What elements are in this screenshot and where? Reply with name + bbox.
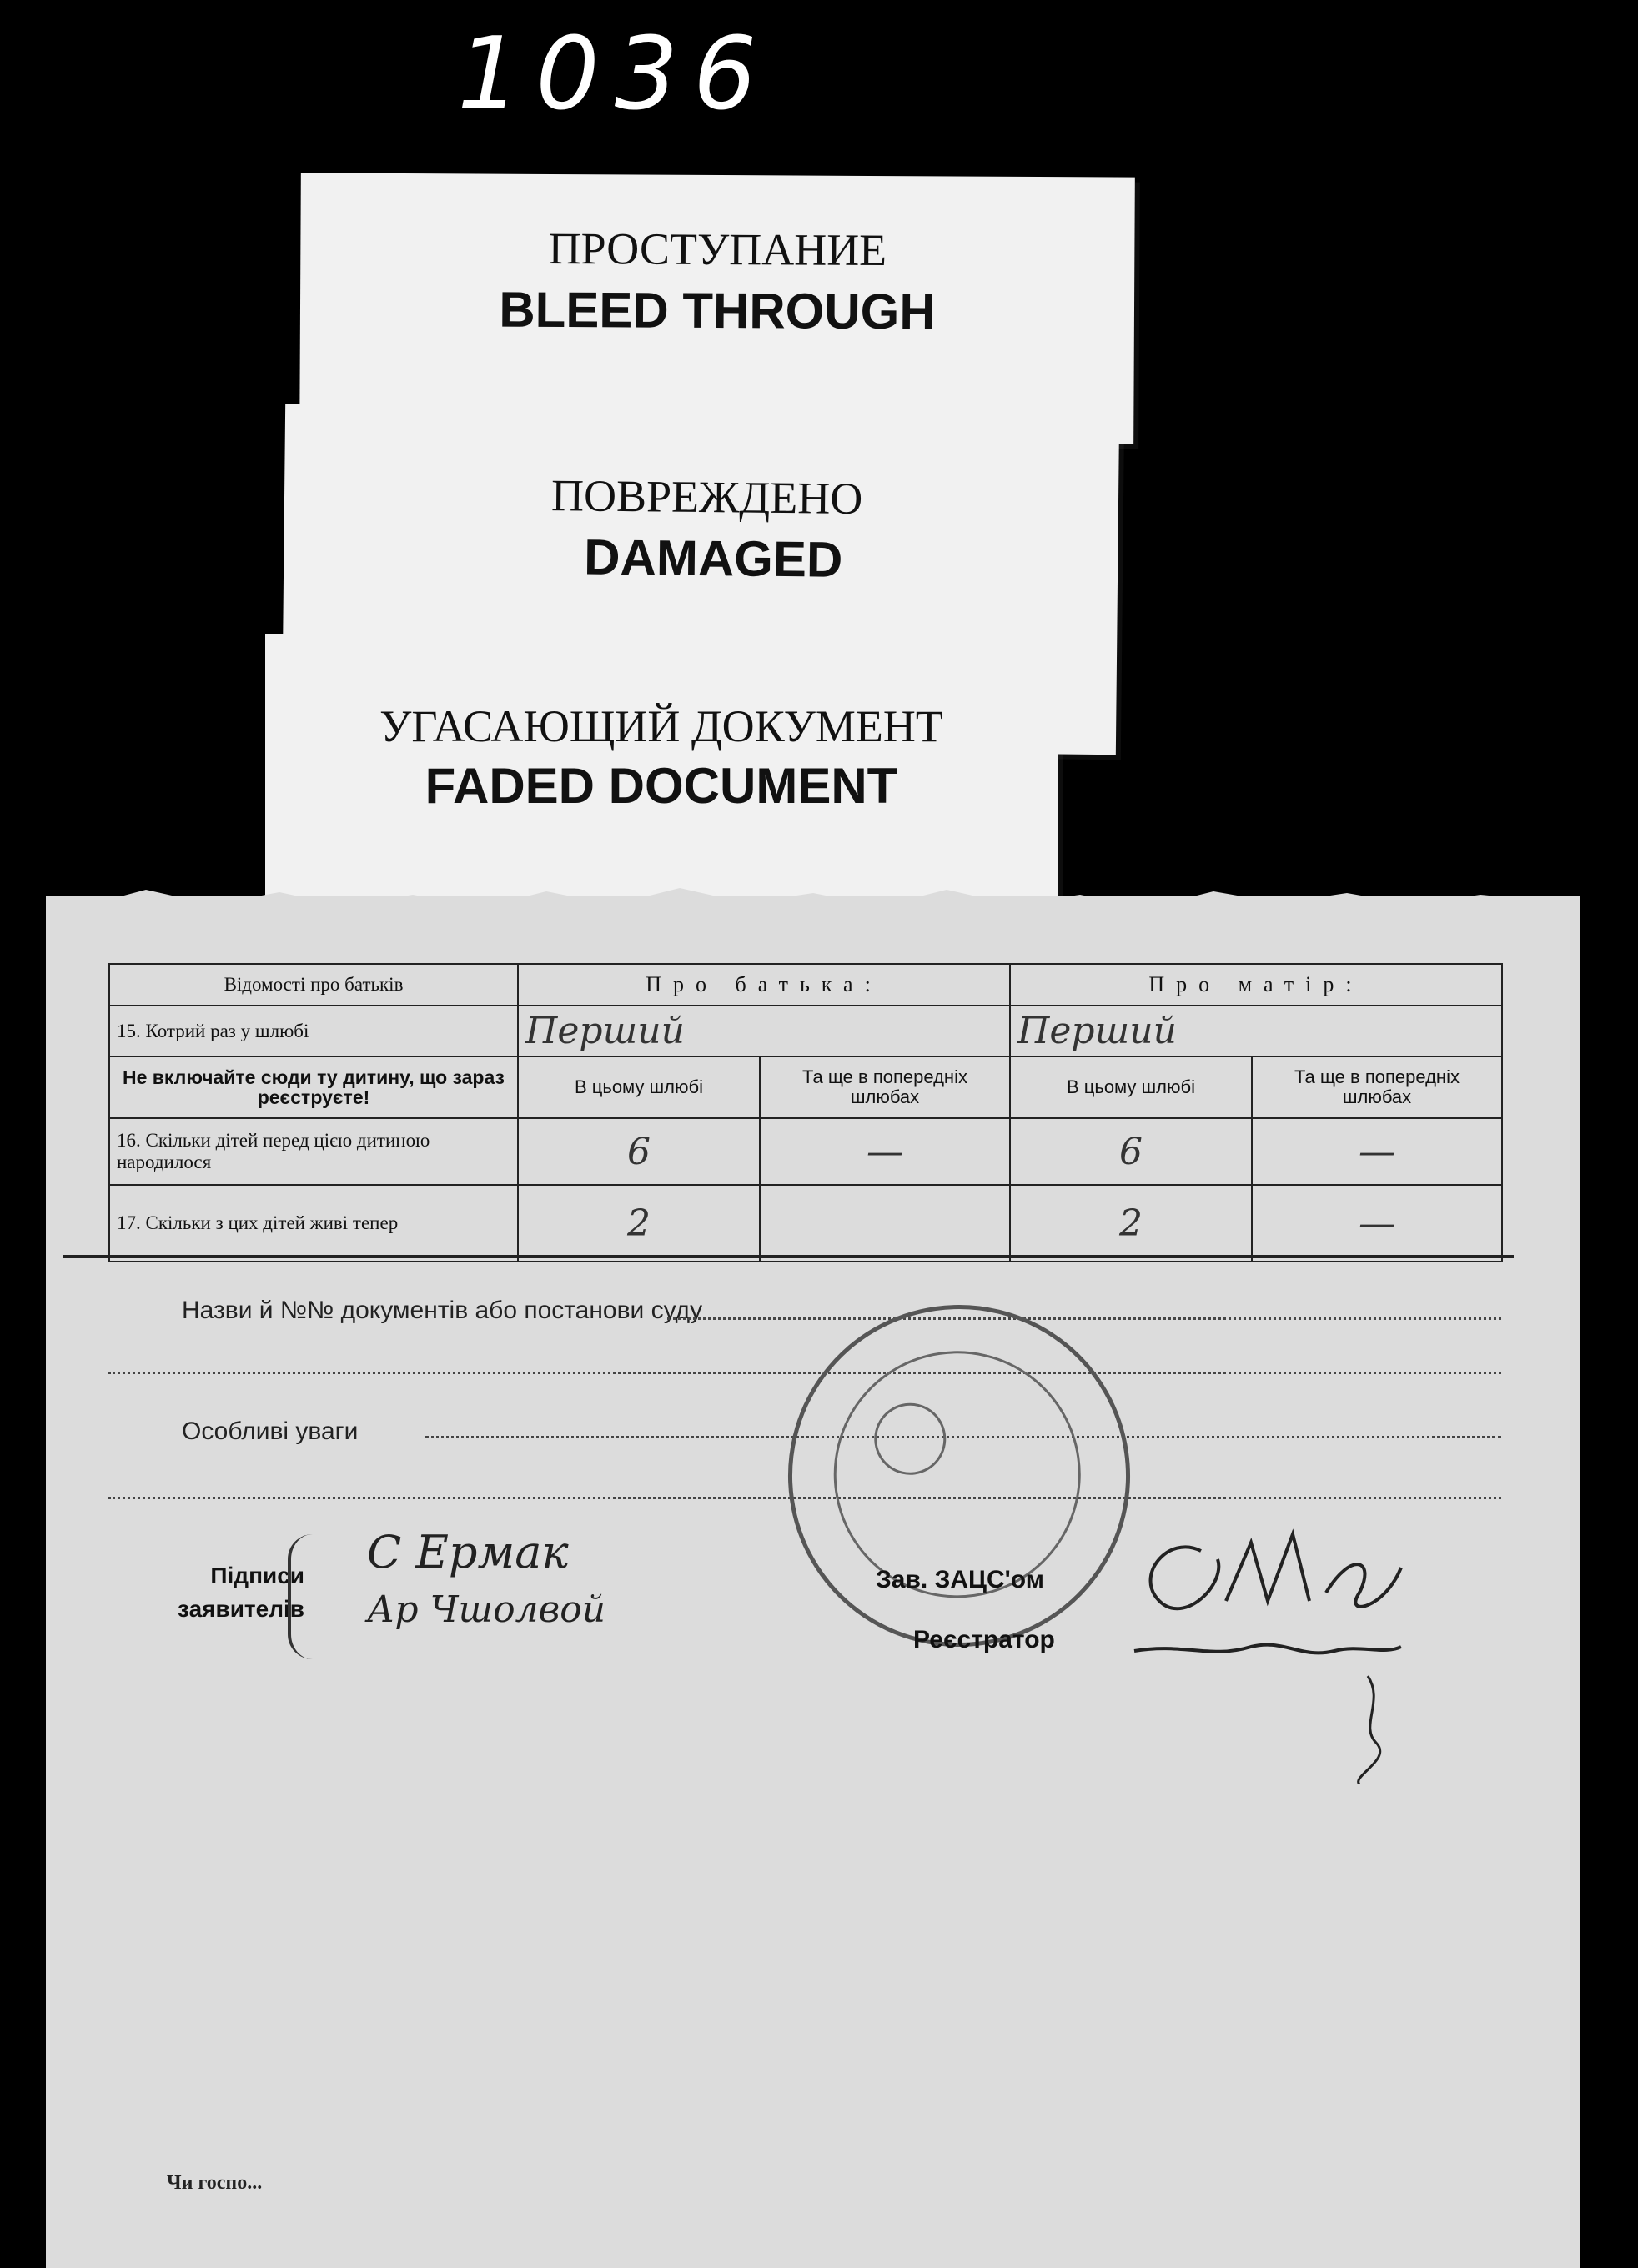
applicant-signature-2: Ар Чшолвой [367,1588,606,1631]
documents-line-1 [667,1317,1501,1320]
documents-label: Назви й №№ документів або постанови суду [182,1297,703,1324]
row17-father-prev [760,1185,1010,1262]
frame-number: 1036 [457,17,772,133]
parents-info-table [108,963,1503,1262]
row16-mother-this: 6 [1010,1118,1252,1185]
remarks-label: Особливі уваги [182,1418,359,1445]
bleed-through-en: BLEED THROUGH [499,281,936,340]
row17-mother-prev: — [1252,1185,1502,1262]
faded-card [265,634,1058,909]
row17-label: 17. Скільки з цих дітей живі тепер [109,1185,518,1262]
row17-mother-this: 2 [1010,1185,1252,1262]
head-label: Зав. ЗАЦС'ом [876,1566,1044,1593]
faded-ru: УГАСАЮЩИЙ ДОКУМЕНТ [379,701,943,751]
table-row-17 [109,1185,1502,1262]
faded-en: FADED DOCUMENT [425,758,898,814]
table-row-15 [109,1006,1502,1056]
registrar-label: Реєстратор [913,1626,1055,1653]
row15-father-value: Перший [518,1006,1010,1056]
bleed-through-card [299,173,1135,444]
subheader-note: Не включайте сюди ту дитину, що зараз реєструєте! [109,1056,518,1118]
header-parents-info: Відомості про батьків [109,964,518,1006]
row16-mother-prev: — [1252,1118,1502,1185]
table-subheader-row [109,1056,1502,1118]
subheader-father-prev: Та ще в попередніх шлюбах [760,1056,1010,1118]
header-father: Про батька: [518,964,1010,1006]
header-mother: Про матір: [1010,964,1502,1006]
signatures-label: Підписи заявителів [178,1563,304,1622]
damaged-en: DAMAGED [583,529,843,588]
torn-edge [46,880,1580,921]
signatures-brace [288,1534,316,1659]
subheader-father-this: В цьому шлюбі [518,1056,760,1118]
table-row-16 [109,1118,1502,1185]
documents-line-2 [108,1372,1501,1374]
row15-label: 15. Котрий раз у шлюбі [109,1006,518,1056]
table-header-row [109,964,1502,1006]
damaged-ru: ПОВРЕЖДЕНО [550,470,863,524]
subheader-mother-prev: Та ще в попередніх шлюбах [1252,1056,1502,1118]
footer-fragment: Чи госпо... [167,2172,263,2194]
official-signatures [1084,1484,1501,1784]
row16-label: 16. Скільки дітей перед цією дитиною народилося [109,1118,518,1185]
applicant-signature-1: С Ермак [367,1526,569,1578]
section-divider [63,1255,1514,1258]
row17-father-this: 2 [518,1185,760,1262]
row16-father-this: 6 [518,1118,760,1185]
row15-mother-value: Перший [1010,1006,1502,1056]
subheader-mother-this: В цьому шлюбі [1010,1056,1252,1118]
row16-father-prev: — [760,1118,1010,1185]
bleed-through-ru: ПРОСТУПАНИЕ [548,223,887,276]
